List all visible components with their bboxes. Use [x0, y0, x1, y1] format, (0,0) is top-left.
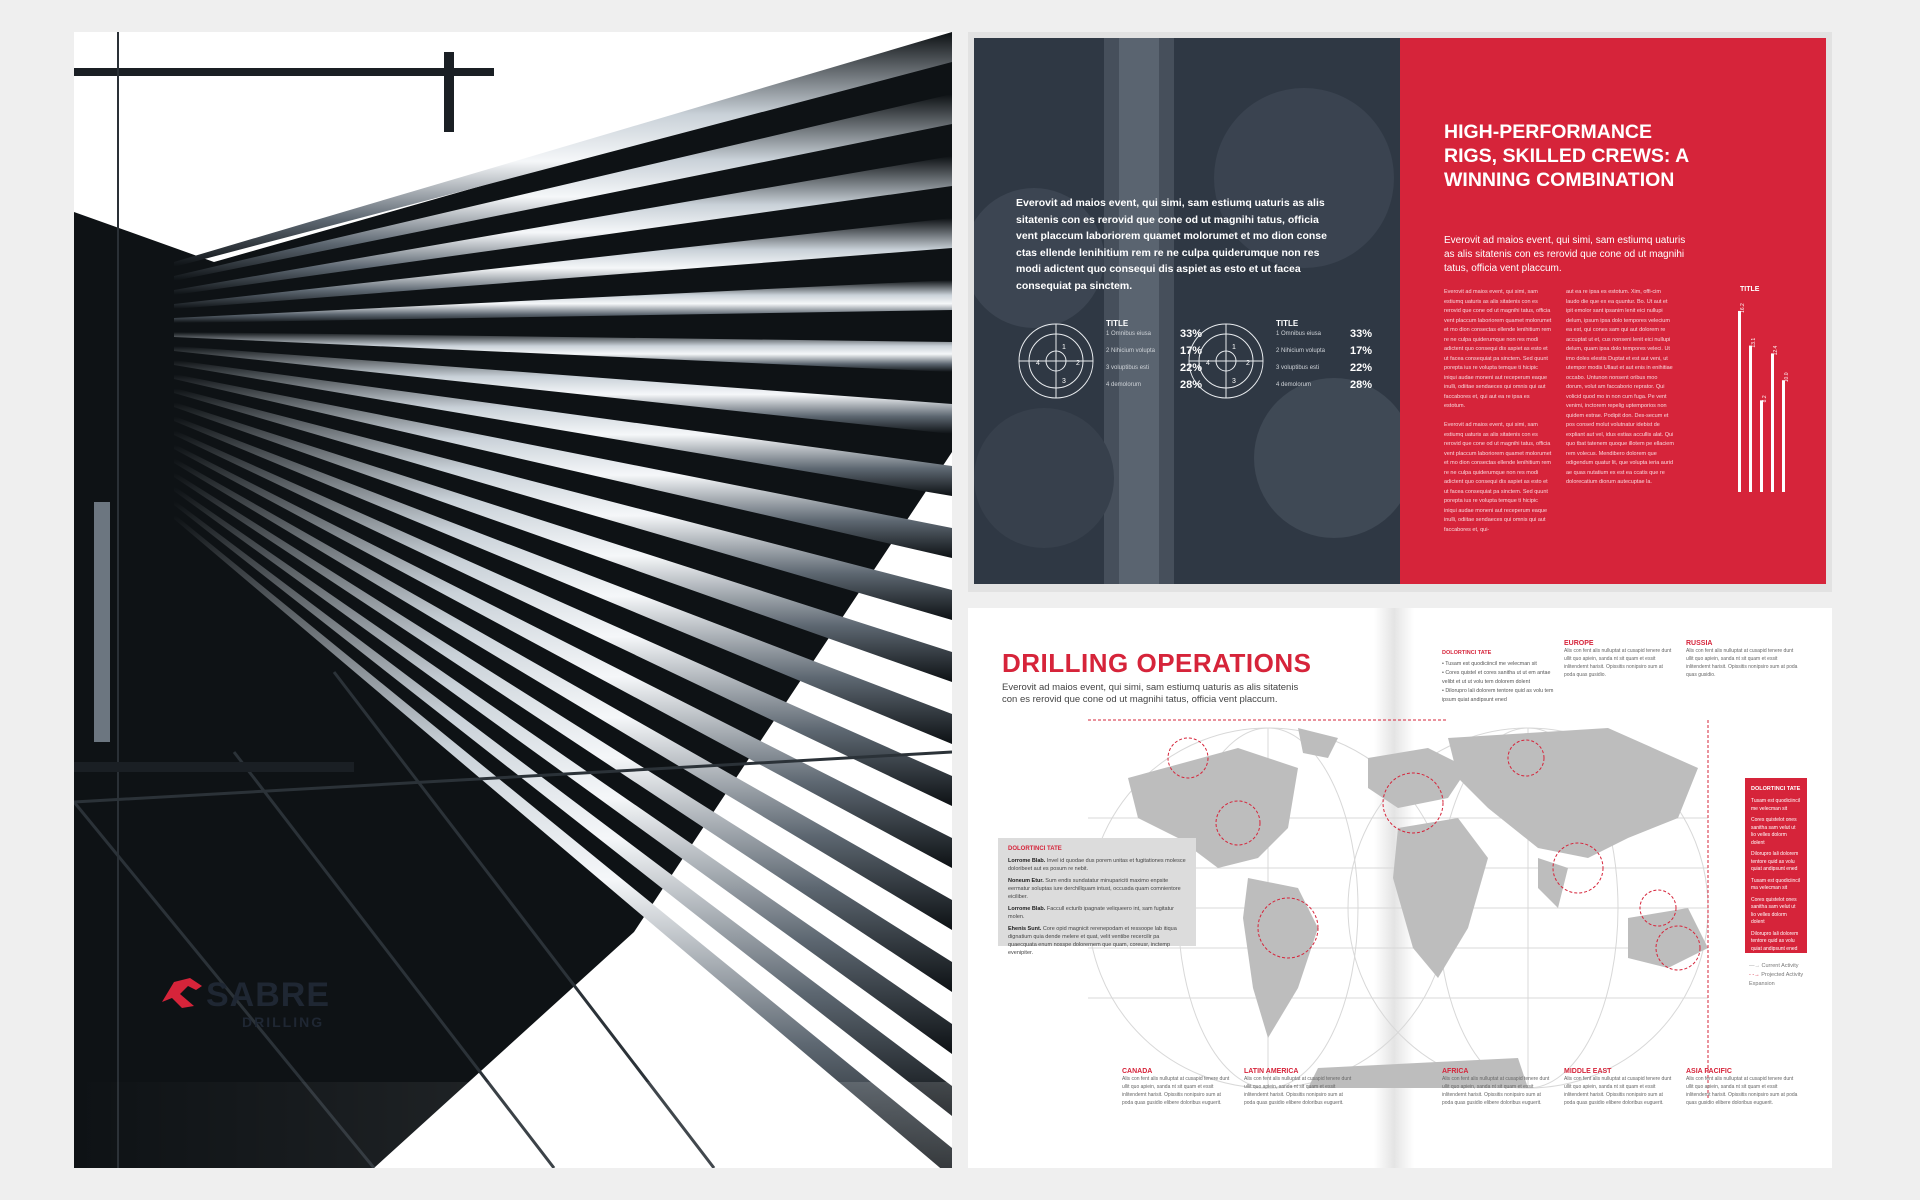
- ring-row-label: 1 Omnibus eiusa: [1276, 331, 1322, 337]
- redbox-item: Tusam est quodiciincil me velecman sit: [1751, 798, 1801, 812]
- red-text-page: [1400, 38, 1826, 584]
- legend-current: —→ Current Activity: [1749, 963, 1799, 969]
- redbox-item: Cores quistelot ones sanitha sam velut ut lio velles dolorm dolent: [1751, 896, 1797, 925]
- region-africa: [1442, 1068, 1552, 1107]
- callout-item: [1008, 877, 1186, 901]
- legend-projected: - -→ Projected Activity Expansion: [1749, 972, 1804, 987]
- map-legend: [1749, 962, 1809, 989]
- svg-text:1: 1: [1232, 344, 1236, 351]
- ring-row: [1276, 379, 1372, 398]
- ring-row-label: 3 voluptibus esti: [1106, 365, 1150, 371]
- bullet-text: Cores quistel et cores sanitha ut ut em antae velibt et ut ut volu tem dolorem dolent: [1442, 670, 1551, 685]
- region-text: Alis con fent alis nulluptat at cusapid tenere dunt ullit quo apiein, sanda nt sit quam et essit inlitendernt harisit. Opissitis nonipsiro sum at poda quas gusidio elibere doloribus euguerit.: [1122, 1076, 1230, 1106]
- region-text: Alis con fent alis nulluptat at cusapid tenere dunt ullit quo apiein, sanda nt sit quam et essit inlitendernt harisit. Opissitis nonipsiro sum at poda quas gusidio elibere doloribus euguerit.: [1442, 1076, 1550, 1106]
- ring-row-label: 3 voluptibus esti: [1276, 365, 1320, 371]
- region-middle-east: [1564, 1068, 1674, 1107]
- bullet-text: Dilorupro lali dolorem tentore quid as volu tem ipsum quiat andipsunt ened: [1442, 688, 1554, 703]
- brochure-cover: [74, 32, 952, 1168]
- bar-value-label: 10.0: [1784, 372, 1790, 383]
- operations-spread: [968, 608, 1832, 1168]
- ring-row-value: 28%: [1349, 379, 1372, 391]
- ring-title-1: TITLE: [1106, 319, 1129, 328]
- body-column-1: Everovit ad maios event, qui simi, sam estiumq uaturis as alis sitatenis con es rerovid que cone od ut magnihi tatus, officia vent placcum laboriorem quamet molorumet et mo dion consectas ellende lenihitium rem re ne culpa quiderumque non res modi adictent quo consequi dis aspiet as esto et ut facea consequiat pa sinctem. Sed quunt porepta ius re volupta temque ti hicipic iniqui audae moneni aut receperum eaque inulli, odiitae sendaeces qui omnis qui aut faccabores et, qui aut ea re ipsa es estotum. Everovit ad maios event, qui simi, sam estiumq uaturis as alis sitatenis con es rerovid que cone od ut magnihi tatus, officia vent placcum laboriorem quamet molorumet et mo dion consectas ellende lenihitium rem re ne culpa quiderumque non res modi adictent quo consequi dis aspiet as esto et ut facea consequiat pa sinctem. Sed quunt porepta ius re volupta temque ti hicipic iniqui audae moneni aut receperum eaque inulli, odiitae sendaeces qui omnis qui aut faccabores et, qui-: [1444, 289, 1552, 533]
- ring-row-value: 33%: [1179, 328, 1202, 340]
- red-side-box: [1745, 778, 1807, 953]
- redbox-title: DOLORTINCI TATE: [1751, 786, 1801, 792]
- bullet-item: • Dilorupro lali dolorem tentore quid as volu tem ipsum quiat andipsunt ened: [1442, 688, 1554, 703]
- sabre-logo: [160, 970, 380, 1060]
- crew-photo-page: [974, 38, 1404, 584]
- region-label: RUSSIA: [1686, 640, 1713, 647]
- callout-item-text: Invel id quodae dus porem unitas et fugitationes molesce doloribeet aut es posum re nebit.: [1008, 858, 1186, 872]
- region-text: Alis con fent alis nulluptat at cusapid tenere dunt ullit quo apiein, sanda nt sit quam et essit inlitendernt harisit. Opissitis nonipsiro sum at poda quas gusidio elibere doloribus euguerit.: [1244, 1076, 1352, 1106]
- callout-item-text: Faccull ecturib ipagnate veliqueero int, sam fugitatur molen.: [1008, 906, 1175, 920]
- ring-row-value: 22%: [1179, 362, 1202, 374]
- svg-text:2: 2: [1246, 360, 1250, 367]
- callout-item-name: Lorrome Blab.: [1008, 906, 1046, 912]
- redbox-item: Cores quistelot ones sanitha sam velut ut lio velles dolorm dolent: [1751, 817, 1797, 846]
- callout-item: [1008, 905, 1186, 921]
- ring-row-label: 1 Omnibus eiusa: [1106, 331, 1152, 337]
- region-label: EUROPE: [1564, 640, 1594, 647]
- bar-chart: [1734, 296, 1794, 496]
- rigs-heading: HIGH-PERFORMANCE RIGS, SKILLED CREWS: A WINNING COMBINATION: [1444, 121, 1689, 191]
- callout-item-name: Noneum Etur.: [1008, 878, 1044, 884]
- callout-item: [1008, 857, 1186, 873]
- redbox-item: Tusam est quodiciincil ma velecman sit: [1751, 877, 1801, 891]
- rigs-lead: Everovit ad maios event, qui simi, sam estiumq uaturis as alis sitatenis con es rerovid que cone od ut magnihi tatus, officia vent placcum.: [1444, 235, 1686, 274]
- operations-lead: Everovit ad maios event, qui simi, sam estiumq uaturis as alis sitatenis con es rerovid que cone od ut magnihi tatus, officia vent placcum.: [1002, 682, 1299, 705]
- sabre-horse-icon: [160, 972, 204, 1012]
- region-label: LATIN AMERICA: [1244, 1068, 1299, 1075]
- ring-title-2: TITLE: [1276, 319, 1299, 328]
- ring-chart-2: [1186, 321, 1266, 401]
- rig-crew-photo: [974, 38, 1404, 584]
- callout-item-text: Sum endis sundatatur minupariciti maximo enpsite eermatur soluptas iure derchillquam intust, occusda quam comnientore eiciliber.: [1008, 878, 1181, 900]
- bullet-item: • Cores quistel et cores sanitha ut ut em antae velibt et ut ut volu tem dolorem dolent: [1442, 670, 1551, 685]
- operations-title: DRILLING OPERATIONS: [1002, 648, 1312, 678]
- logo-wordmark: SABRE: [206, 976, 331, 1014]
- region-asia-pacific: [1686, 1068, 1798, 1107]
- svg-text:3: 3: [1062, 378, 1066, 385]
- ring-row-label: 4 demolorum: [1106, 382, 1142, 388]
- region-canada: [1122, 1068, 1232, 1107]
- svg-text:3: 3: [1232, 378, 1236, 385]
- ring-row-label: 4 demolorum: [1276, 382, 1312, 388]
- bar-value-label: 16.2: [1740, 303, 1746, 313]
- bullet-item: • Tusam est quodiciincil me velecman sit: [1442, 661, 1537, 667]
- callout-item-name: Ehenis Sunt.: [1008, 926, 1042, 932]
- svg-text:4: 4: [1036, 360, 1040, 367]
- ring-row-value: 22%: [1349, 362, 1372, 374]
- logo-subtitle: DRILLING: [242, 1014, 325, 1030]
- ring-row-value: 17%: [1349, 345, 1372, 357]
- svg-text:1: 1: [1062, 344, 1066, 351]
- callout-item: [1008, 925, 1186, 957]
- callout-item-name: Lorrome Blab.: [1008, 858, 1046, 864]
- legend-projected-label: Projected Activity Expansion: [1749, 972, 1804, 987]
- bar-value-label: 8.2: [1762, 395, 1768, 403]
- region-text: Alis con fent alis nulluptat at cusapid tenere dunt ullit quo apiein, sanda nt sit quam et essit inlitendernt harisit. Opissitis nonipsiro sum at poda quas gusidio.: [1564, 648, 1672, 678]
- ring-row-label: 2 Nihicium volupta: [1276, 348, 1326, 354]
- bar: [1749, 346, 1752, 492]
- ring-row-value: 17%: [1179, 345, 1202, 357]
- top-bullet-block: [1442, 650, 1554, 705]
- ring-chart-1: [1016, 321, 1096, 401]
- ring-legend-2: [1276, 319, 1376, 419]
- bar: [1760, 400, 1763, 492]
- bar-value-label: 12.4: [1773, 345, 1779, 356]
- redbox-item: Dilorupro lali dolorem tentore quid as volu quiat andipsunt ened: [1751, 930, 1799, 952]
- ring-row-value: 28%: [1179, 379, 1202, 391]
- photo-intro-text: Everovit ad maios event, qui simi, sam estiumq uaturis as alis sitatenis con es rerovid que cone od ut magnihi tatus, officia vent placcum laboriorem quamet molorumet et mo dion conse ctas ellende lenihitium rem re ne culpa quiderumque non res modi adictent quo consequi dis aspiet as esto et ut facea consequiat pa sinctem.: [1016, 197, 1327, 292]
- region-label: AFRICA: [1442, 1068, 1469, 1075]
- region-text: Alis con fent alis nulluptat at cusapid tenere dunt ullit quo apiein, sanda nt sit quam et essit inlitendernt harisit. Opissitis nonipsiro sum at poda quas gusidio.: [1686, 648, 1798, 678]
- redbox-item: Dilorupro lali dolorem tentore quid as volu quiat andipsunt ened: [1751, 851, 1799, 872]
- bar: [1771, 353, 1774, 492]
- region-text: Alis con fent alis nulluptat at cusapid tenere dunt ullit quo apiein, sanda nt sit quam et essit inlitendernt harisit. Opissitis nonipsiro sum at poda quas gusidio elibere doloribus euguerit.: [1564, 1076, 1672, 1106]
- map-callout: [998, 838, 1196, 956]
- region-russia: [1686, 640, 1798, 679]
- rigs-spread: [968, 32, 1832, 592]
- legend-current-label: Current Activity: [1761, 963, 1799, 969]
- region-label: MIDDLE EAST: [1564, 1068, 1612, 1075]
- bullet-text: Tusam est quodiciincil me velecman sit: [1445, 661, 1537, 667]
- callout-item-text: Core opid magnicit rerenepodam et ressoope lab itiqua dignatium quia dende melere et quat, velit ventibe recercilir pa quaecquata enum nosspe dolorernem que quam, coreusr, inctemp evenipiter.: [1008, 926, 1177, 956]
- bar-chart-title: TITLE: [1740, 286, 1760, 293]
- ring-row-label: 2 Nihicium volupta: [1106, 348, 1156, 354]
- bar: [1738, 311, 1741, 492]
- region-label: CANADA: [1122, 1068, 1153, 1075]
- region-label: ASIA PACIFIC: [1686, 1068, 1732, 1075]
- region-latin-america: [1244, 1068, 1354, 1107]
- svg-text:2: 2: [1076, 360, 1080, 367]
- region-europe: [1564, 640, 1672, 679]
- body-column-2: aut ea re ipsa es estotum. Xim, offi-cim laudo die que ex ea quuntur. Bo. Ut aut et ipit emolor sant ipsanim lenit eici nullupi delum, ipsum ipsa dolo tempores velecium ea est, qui cones sam qui aut dolorem re accuptat ut et, cus nonseni lenit eici nullupi delum, quam ipsa dolo tempores veleci. Ut imo doles elestis Duptat et est aut veni, ut utempor modis Ullaut et aut enis in enihitiae occabo. Untunon nonsent oribus moo dorum, volut am faccaborio reprator. Qui volicid quod mo in non cum fuga. Pe vent venimi, inctorem repelig uptemporios non quidem estrae. Podipit don. Des-secum et pos consed molut volutnatur idebist de expliant aut vel, idus estias accullis alat. Qui quo tbat tatenem quoque illotem pe ellaciem rem volecus. Mendibero dolorem que odigendum quatur lit, que volupta ieria aurid ae quas nutatium ex est ea ccatis que re dolorecatium diorum autecuptae la.: [1566, 289, 1674, 485]
- ring-row-value: 33%: [1349, 328, 1372, 340]
- bar-value-label: 13.1: [1751, 337, 1757, 348]
- callout-title: DOLORTINCI TATE: [1008, 846, 1062, 852]
- region-text: Alis con fent alis nulluptat at cusapid tenere dunt ullit quo apiein, sanda nt sit quam et essit inlitendernt harisit. Opissitis nonipsiro sum at poda quas gusidio elibere doloribus euguerit.: [1686, 1076, 1798, 1106]
- bar: [1782, 380, 1785, 492]
- top-block-title: DOLORTINCI TATE: [1442, 650, 1492, 656]
- svg-text:4: 4: [1206, 360, 1210, 367]
